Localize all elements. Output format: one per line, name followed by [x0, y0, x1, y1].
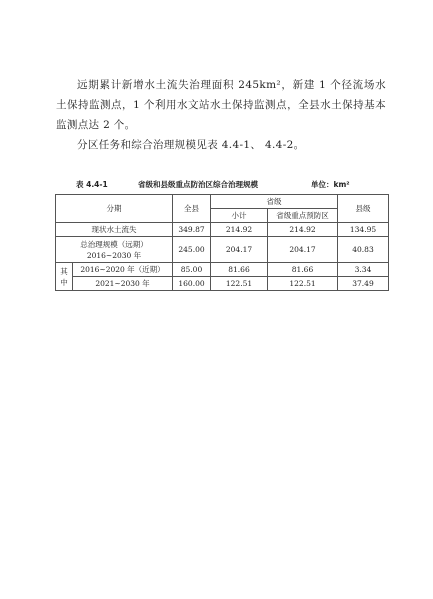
header-period: 分期	[56, 195, 173, 223]
cell-county-total: 160.00	[173, 277, 211, 291]
cell-subtotal: 122.51	[211, 277, 268, 291]
table-number: 表 4.4-1	[76, 180, 108, 189]
row-label-line: 总治理规模（远期）	[80, 239, 148, 249]
table-row	[56, 263, 389, 277]
header-subtotal: 小计	[211, 209, 268, 223]
cell-county-level: 40.83	[338, 237, 389, 263]
cell-subtotal: 81.66	[211, 263, 268, 277]
cell-provincial-key: 214.92	[268, 223, 338, 237]
cell-county-total: 85.00	[173, 263, 211, 277]
header-provincial-key: 省级重点预防区	[268, 209, 338, 223]
cell-county-total: 349.87	[173, 223, 211, 237]
cell-county-level: 134.95	[338, 223, 389, 237]
table-row	[56, 237, 389, 263]
cell-provincial-key: 204.17	[268, 237, 338, 263]
group-label-char: 其	[60, 266, 68, 276]
cell-provincial-key: 81.66	[268, 263, 338, 277]
cell-county-level: 37.49	[338, 277, 389, 291]
header-county-total: 全县	[173, 195, 211, 223]
paragraph-table-reference: 分区任务和综合治理规模见表 4.4-1、 4.4-2。	[77, 138, 305, 151]
paragraph-monitoring-plan: 远期累计新增水土流失治理面积 245km²，新建 1 个径流场水土保持监测点，1 个利用水文站水土保持监测点，全县水土保持基本监测点达 2 个。	[56, 78, 386, 131]
row-label: 2021~2030 年	[73, 277, 173, 291]
table-header-row	[56, 195, 389, 209]
row-label	[56, 237, 173, 263]
header-county-level: 县级	[338, 195, 389, 223]
governance-scale-table	[55, 194, 389, 291]
table-unit: 单位：km²	[311, 180, 350, 189]
header-provincial: 省级	[211, 195, 338, 209]
table-title: 省级和县级重点防治区综合治理规模	[138, 180, 258, 189]
row-label-line: 2016~2030 年	[86, 250, 142, 260]
cell-provincial-key: 122.51	[268, 277, 338, 291]
group-label-char: 中	[60, 277, 68, 287]
cell-county-level: 3.34	[338, 263, 389, 277]
cell-subtotal: 204.17	[211, 237, 268, 263]
row-label: 2016~2020 年（近期）	[73, 263, 173, 277]
cell-county-total: 245.00	[173, 237, 211, 263]
group-label	[56, 263, 73, 291]
table-row	[56, 223, 389, 237]
table-row	[56, 277, 389, 291]
cell-subtotal: 214.92	[211, 223, 268, 237]
row-label: 现状水土流失	[56, 223, 173, 237]
